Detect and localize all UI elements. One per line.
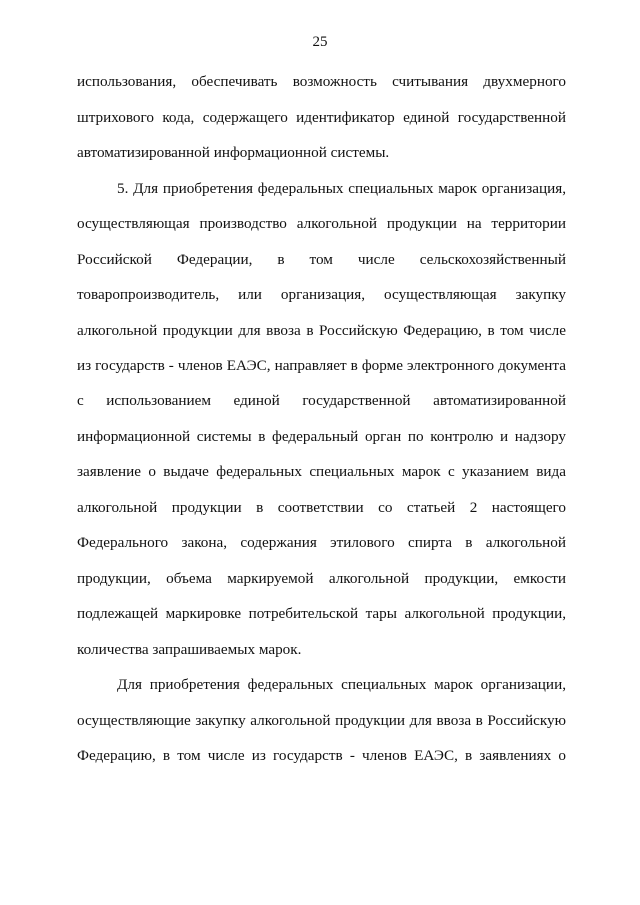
text-line: штрихового кода, содержащего идентификатор единой государственной — [77, 109, 566, 126]
text-line: осуществляющие закупку алкогольной продукции для ввоза в Российскую — [77, 712, 566, 729]
text-line: алкогольной продукции для ввоза в Российскую Федерацию, в том числе — [77, 322, 566, 339]
text-line: Для приобретения федеральных специальных марок организации, — [117, 676, 566, 693]
text-line: использования, обеспечивать возможность считывания двухмерного — [77, 73, 566, 90]
text-line: Федерального закона, содержания этилового спирта в алкогольной — [77, 534, 566, 551]
text-line: заявление о выдаче федеральных специальных марок с указанием вида — [77, 463, 566, 480]
page-number: 25 — [312, 34, 328, 50]
text-line: осуществляющая производство алкогольной продукции на территории — [77, 215, 566, 232]
text-line: из государств - членов ЕАЭС, направляет в форме электронного документа — [77, 357, 566, 374]
text-line: Федерацию, в том числе из государств - членов ЕАЭС, в заявлениях о — [77, 747, 566, 764]
text-line: автоматизированной информационной системы. — [77, 144, 390, 161]
text-line: Российской Федерации, в том числе сельскохозяйственный — [77, 251, 566, 268]
text-line: информационной системы в федеральный орган по контролю и надзору — [77, 428, 566, 445]
text-line: подлежащей маркировке потребительской тары алкогольной продукции, — [77, 605, 566, 622]
text-line: товаропроизводитель, или организация, осуществляющая закупку — [77, 286, 566, 303]
text-line: с использованием единой государственной автоматизированной — [77, 392, 566, 409]
text-line: продукции, объема маркируемой алкогольной продукции, емкости — [77, 570, 566, 587]
text-line: 5. Для приобретения федеральных специальных марок организация, — [117, 180, 566, 197]
text-line: алкогольной продукции в соответствии со статьей 2 настоящего — [77, 499, 566, 516]
text-line: количества запрашиваемых марок. — [77, 641, 302, 658]
